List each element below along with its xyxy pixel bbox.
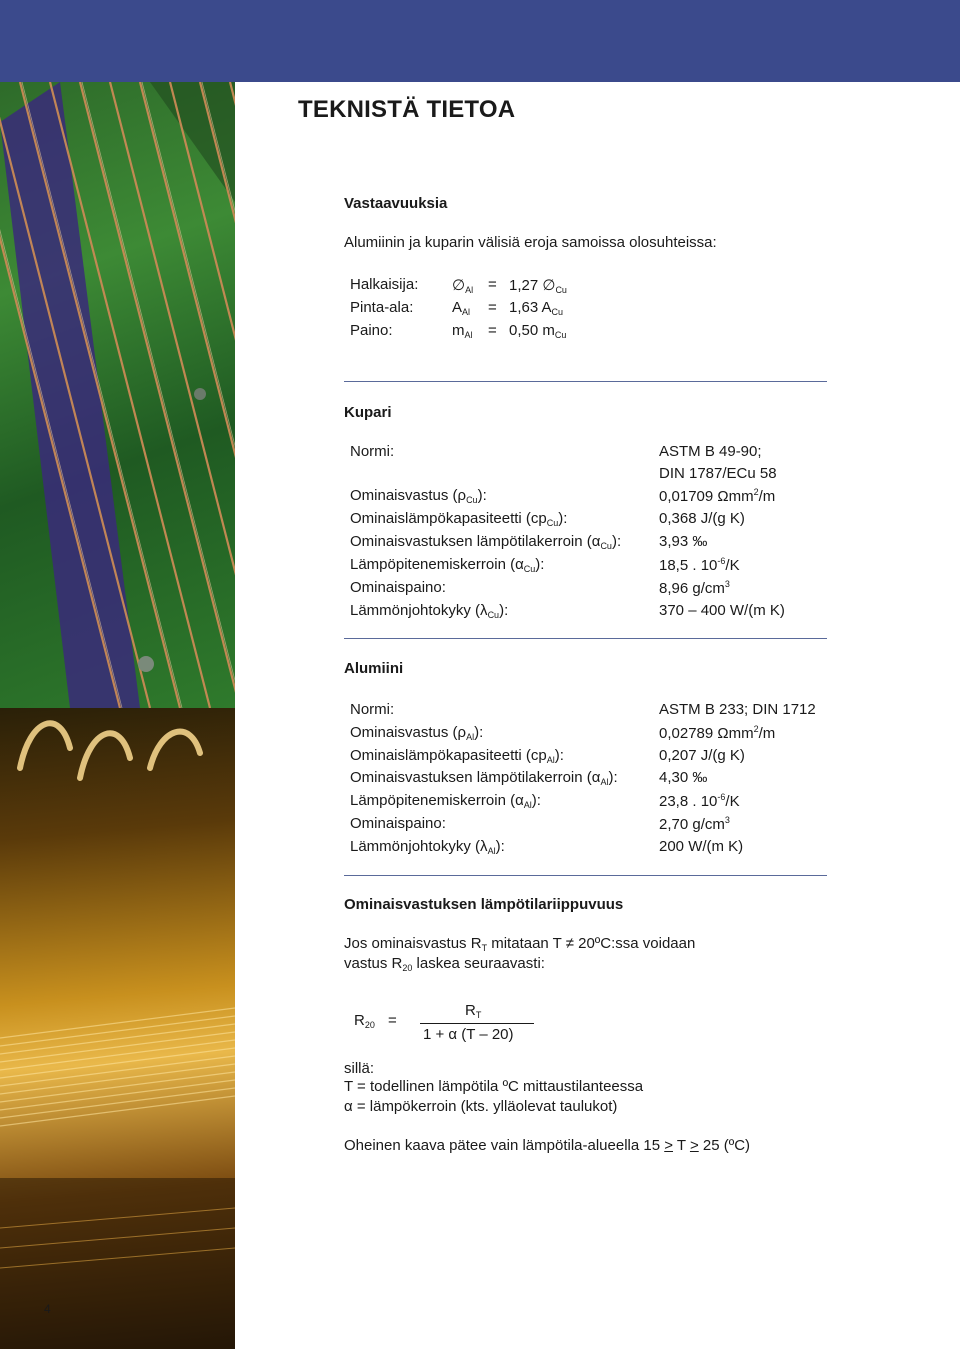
kupari-normi-row-2 xyxy=(350,465,830,487)
resistance-formula xyxy=(344,1000,644,1050)
section-divider xyxy=(344,381,827,382)
row-value: 23,8 . $10^{-6}/K$ xyxy=(659,792,740,810)
row-value: 0,368 J/(g K) xyxy=(659,510,745,527)
alumiini-normi-row xyxy=(350,701,830,723)
row-value: 0,50 $m_{Cu}$ xyxy=(509,322,567,340)
equals-sign: = xyxy=(488,299,497,316)
alumiini-property-row xyxy=(350,769,830,791)
section-divider xyxy=(344,875,827,876)
row-label: Ominaislämpökapasiteetti $(cp_{Cu})$: xyxy=(350,510,568,528)
equals-sign: = xyxy=(488,276,497,293)
validity-note: Oheinen kaava pätee vain lämpötila-alueella 15 > T > 25 (ºC) xyxy=(344,1137,751,1154)
row-label: Normi: xyxy=(350,701,395,718)
alumiini-property-row xyxy=(350,792,830,814)
explanation-line-2: vastus $R_{20}$ laskea seuraavasti: xyxy=(344,955,545,973)
row-value: 200 W/(m K) xyxy=(659,838,744,855)
equivalence-row-weight xyxy=(350,322,830,344)
formula-numerator: $R_T$ xyxy=(465,1002,482,1020)
explanation-line-1: Jos ominaisvastus $R_T$ mitataan T ≠ 20ºC:ssa voidaan xyxy=(344,935,696,953)
row-symbol: $\emptyset_{Al}$ xyxy=(452,277,474,295)
row-label: Ominaisvastuksen lämpötilakerroin $(\alpha_{Cu})$: xyxy=(350,533,622,551)
kupari-property-row xyxy=(350,602,830,624)
row-value: 0,01709 Ωmm$^2$/m xyxy=(659,487,776,505)
row-symbol: $m_{Al}$ xyxy=(452,322,473,340)
section-divider xyxy=(344,638,827,639)
top-color-band xyxy=(0,0,960,82)
row-label: Lämmönjohtokyky $(\lambda_{Al})$: xyxy=(350,838,505,856)
kupari-property-row xyxy=(350,579,830,601)
row-value: 370 – 400 W/(m K) xyxy=(659,602,785,619)
row-label: Pinta-ala: xyxy=(350,299,414,316)
section-heading-alumiini: Alumiini xyxy=(344,660,404,677)
alumiini-property-row xyxy=(350,838,830,860)
row-value: 4,30 ‰ xyxy=(659,769,708,786)
page-title: TEKNISTÄ TIETOA xyxy=(298,96,516,123)
intro-text: Alumiinin ja kuparin välisiä eroja samoissa olosuhteissa: xyxy=(344,234,717,251)
row-label: Ominaisvastuksen lämpötilakerroin $(\alpha_{Al})$: xyxy=(350,769,618,787)
formula-lhs: $R_{20}$ xyxy=(354,1012,375,1030)
kupari-property-row xyxy=(350,510,830,532)
row-label: Paino: xyxy=(350,322,393,339)
row-value: 3,93 ‰ xyxy=(659,533,708,550)
row-label: Lämpöpitenemiskerroin $(\alpha_{Cu})$: xyxy=(350,556,545,574)
fraction-bar xyxy=(420,1023,534,1024)
section-heading-kupari: Kupari xyxy=(344,404,392,421)
equivalence-row-diameter xyxy=(350,276,830,298)
kupari-normi-row xyxy=(350,443,830,465)
row-value: 1,63 $A_{Cu}$ xyxy=(509,299,564,317)
row-label: Ominaispaino: xyxy=(350,815,446,832)
alumiini-property-row xyxy=(350,747,830,769)
copper-coil-illustration xyxy=(0,708,235,1349)
kupari-property-row xyxy=(350,487,830,509)
row-label: Lämmönjohtokyky $(\lambda_{Cu})$: xyxy=(350,602,509,620)
cable-lines-illustration xyxy=(0,82,235,708)
formula-equals: = xyxy=(388,1012,397,1029)
row-value: 1,27 $\emptyset_{Cu}$ xyxy=(509,277,567,295)
formula-denominator: 1 + α (T – 20) xyxy=(423,1026,514,1043)
definitions-intro: sillä: xyxy=(344,1060,375,1077)
row-value: 8,96 $g/cm^3$ xyxy=(659,579,730,597)
row-label: Halkaisija: xyxy=(350,276,419,293)
kupari-property-row xyxy=(350,533,830,555)
definition-t: T = todellinen lämpötila ºC mittaustilanteessa xyxy=(344,1078,644,1095)
row-value: 0,02789 Ωmm$^2$/m xyxy=(659,724,776,742)
row-value: 18,5 . $10^{-6}/K$ xyxy=(659,556,740,574)
definition-alpha: α = lämpökerroin (kts. ylläolevat taulukot) xyxy=(344,1098,618,1115)
equals-sign: = xyxy=(488,322,497,339)
row-value: 2,70 $g/cm^3$ xyxy=(659,815,730,833)
row-value: ASTM B 233; DIN 1712 xyxy=(659,701,816,718)
equivalence-row-area xyxy=(350,299,830,321)
alumiini-property-row xyxy=(350,815,830,837)
row-label: Ominaispaino: xyxy=(350,579,446,596)
row-label: Ominaisvastus $(\rho_{Al})$: xyxy=(350,724,484,742)
row-value: ASTM B 49-90; xyxy=(659,443,762,460)
page-number: 4 xyxy=(44,1302,51,1316)
row-value: DIN 1787/ECu 58 xyxy=(659,465,777,482)
alumiini-property-row xyxy=(350,724,830,746)
kupari-property-row xyxy=(350,556,830,578)
row-label: Ominaislämpökapasiteetti $(cp_{Al})$: xyxy=(350,747,564,765)
row-label: Lämpöpitenemiskerroin $(\alpha_{Al})$: xyxy=(350,792,541,810)
section-heading-riippuvuus: Ominaisvastuksen lämpötilariippuvuus xyxy=(344,896,624,913)
row-label: Normi: xyxy=(350,443,395,460)
row-label: Ominaisvastus $(\rho_{Cu})$: xyxy=(350,487,487,505)
row-symbol: $A_{Al}$ xyxy=(452,299,471,317)
photo-green-cable-grid xyxy=(0,82,235,708)
section-heading-vastaavuuksia: Vastaavuuksia xyxy=(344,195,448,212)
photo-copper-coils xyxy=(0,708,235,1349)
row-value: 0,207 J/(g K) xyxy=(659,747,745,764)
